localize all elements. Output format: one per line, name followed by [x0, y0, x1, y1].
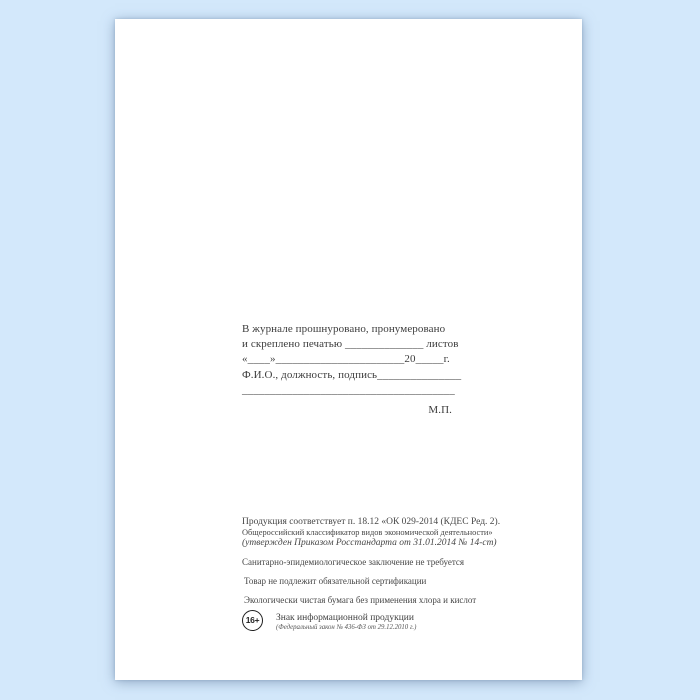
- compliance-line-okved: Продукция соответствует п. 18.12 «ОК 029-2014 (КДЕС Ред. 2).: [242, 517, 501, 527]
- info-sign-law-reference: (Федеральный закон № 436-ФЗ от 29.12.2010 г.): [276, 623, 417, 631]
- stamp-line-bound-numbered: В журнале прошнуровано, пронумеровано: [242, 323, 446, 335]
- age-rating-row: [242, 610, 532, 632]
- stamp-line-name-position-signature: Ф.И.О., должность, подпись_______________: [242, 368, 462, 381]
- footer-fine-print-block: [242, 517, 532, 632]
- binding-certification-block: [242, 322, 462, 418]
- stamp-line-date: «____»_______________________20_____г.: [242, 353, 450, 366]
- note-ecology: Экологически чистая бумага без применения хлора и кислот: [244, 594, 477, 605]
- info-sign-texts: [276, 610, 416, 632]
- seal-place-label: М.П.: [428, 403, 452, 416]
- info-sign-title: Знак информационной продукции: [276, 612, 414, 623]
- stamp-line-sealed-sheets: и скреплено печатью ______________ листов: [242, 338, 459, 351]
- note-sanitary: Санитарно-эпидемиологическое заключение не требуется: [242, 556, 465, 567]
- compliance-line-order: (утвержден Приказом Росстандарта от 31.01.2014 № 14-ст): [242, 537, 497, 548]
- note-certification: Товар не подлежит обязательной сертификации: [244, 575, 427, 586]
- journal-back-page: [115, 19, 582, 680]
- stamp-line-blank-rule: ______________________________________: [242, 383, 455, 396]
- age-rating-16plus-icon: 16+: [242, 610, 263, 631]
- compliance-line-classifier: Общероссийский классификатор видов экономической деятельности»: [242, 528, 493, 537]
